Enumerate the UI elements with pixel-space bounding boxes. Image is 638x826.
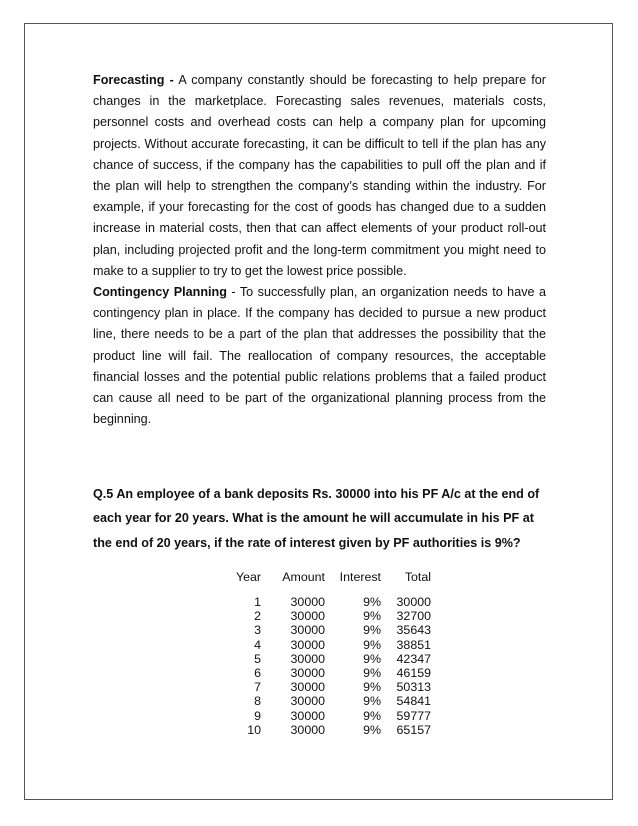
header-year: Year <box>235 570 261 584</box>
table-row <box>213 623 431 637</box>
cell-total: 50313 <box>396 680 431 695</box>
cell-year: 10 <box>247 722 261 737</box>
cell-year: 6 <box>254 666 261 681</box>
contingency-body: - To successfully plan, an organization needs to have a contingency plan in place. If the company has decided to pursue a new product line, there needs to be a part of the plan that addresses the possibility that the product line will fail. The reallocation of company resources, the acceptable financial losses and the potential public relations problems that a failed product can cause all need to be part of the organizational planning process from the beginning. <box>93 285 546 427</box>
cell-total: 59777 <box>396 708 431 723</box>
cell-amount: 30000 <box>290 680 325 695</box>
cell-year: 5 <box>254 651 261 666</box>
table-row <box>213 680 431 694</box>
table-row <box>213 595 431 609</box>
cell-total: 65157 <box>396 722 431 737</box>
cell-interest: 9% <box>363 666 381 681</box>
table-row <box>213 666 431 680</box>
table-row <box>213 652 431 666</box>
cell-amount: 30000 <box>290 609 325 624</box>
cell-amount: 30000 <box>290 722 325 737</box>
table-row <box>213 694 431 708</box>
table-body <box>213 595 431 737</box>
cell-amount: 30000 <box>290 637 325 652</box>
cell-total: 38851 <box>396 637 431 652</box>
cell-amount: 30000 <box>290 595 325 609</box>
cell-interest: 9% <box>363 651 381 666</box>
cell-interest: 9% <box>363 722 381 737</box>
cell-total: 32700 <box>396 609 431 624</box>
cell-total: 46159 <box>396 666 431 681</box>
question-q5 <box>93 482 553 555</box>
question-line: Q.5 An employee of a bank deposits Rs. 30000 into his PF A/c at the end of <box>93 487 540 501</box>
question-line: the end of 20 years, if the rate of interest given by PF authorities is 9%? <box>93 535 521 550</box>
header-interest: Interest <box>339 570 381 584</box>
cell-total: 35643 <box>396 623 431 638</box>
pf-accumulation-table <box>213 567 431 737</box>
cell-amount: 30000 <box>290 623 325 638</box>
table-row <box>213 723 431 737</box>
cell-amount: 30000 <box>290 708 325 723</box>
forecasting-paragraph <box>93 70 546 282</box>
cell-total: 42347 <box>396 651 431 666</box>
header-amount: Amount <box>282 570 325 584</box>
table-row <box>213 609 431 623</box>
cell-year: 9 <box>254 708 261 723</box>
cell-interest: 9% <box>363 694 381 709</box>
cell-amount: 30000 <box>290 666 325 681</box>
cell-year: 7 <box>254 680 261 695</box>
question-line: each year for 20 years. What is the amount he will accumulate in his PF at <box>93 511 534 526</box>
cell-year: 2 <box>254 609 261 624</box>
header-total: Total <box>404 570 431 584</box>
cell-year: 8 <box>254 694 261 709</box>
table-header-row <box>213 567 431 595</box>
forecasting-heading: Forecasting - <box>93 73 174 87</box>
table-row <box>213 709 431 723</box>
cell-year: 1 <box>254 595 261 609</box>
cell-interest: 9% <box>363 637 381 652</box>
cell-amount: 30000 <box>290 694 325 709</box>
cell-year: 4 <box>254 637 261 652</box>
cell-year: 3 <box>254 623 261 638</box>
contingency-paragraph <box>93 282 546 430</box>
cell-interest: 9% <box>363 595 381 609</box>
contingency-heading: Contingency Planning <box>93 285 227 300</box>
cell-interest: 9% <box>363 609 381 624</box>
cell-total: 54841 <box>396 694 431 709</box>
cell-interest: 9% <box>363 623 381 638</box>
table-row <box>213 638 431 652</box>
cell-interest: 9% <box>363 708 381 723</box>
cell-amount: 30000 <box>290 651 325 666</box>
cell-total: 30000 <box>396 595 431 609</box>
body-text <box>93 70 546 430</box>
cell-interest: 9% <box>363 680 381 695</box>
forecasting-body: A company constantly should be forecasting to help prepare for changes in the marketplace. Forecasting sales revenues, materials costs, personnel costs and overhead costs can help a company plan for upcoming projects. Without accurate forecasting, it can be difficult to tell if the plan has any chance of success, if the company has the capabilities to pull off the plan and if the plan will help to strengthen the company’s standing within the industry. For example, if your forecasting for the cost of goods has changed due to a sudden increase in material costs, then that can affect elements of your product roll-out plan, including projected profit and the long-term commitment you might need to make to a supplier to try to get the lowest price possible. <box>93 73 546 278</box>
